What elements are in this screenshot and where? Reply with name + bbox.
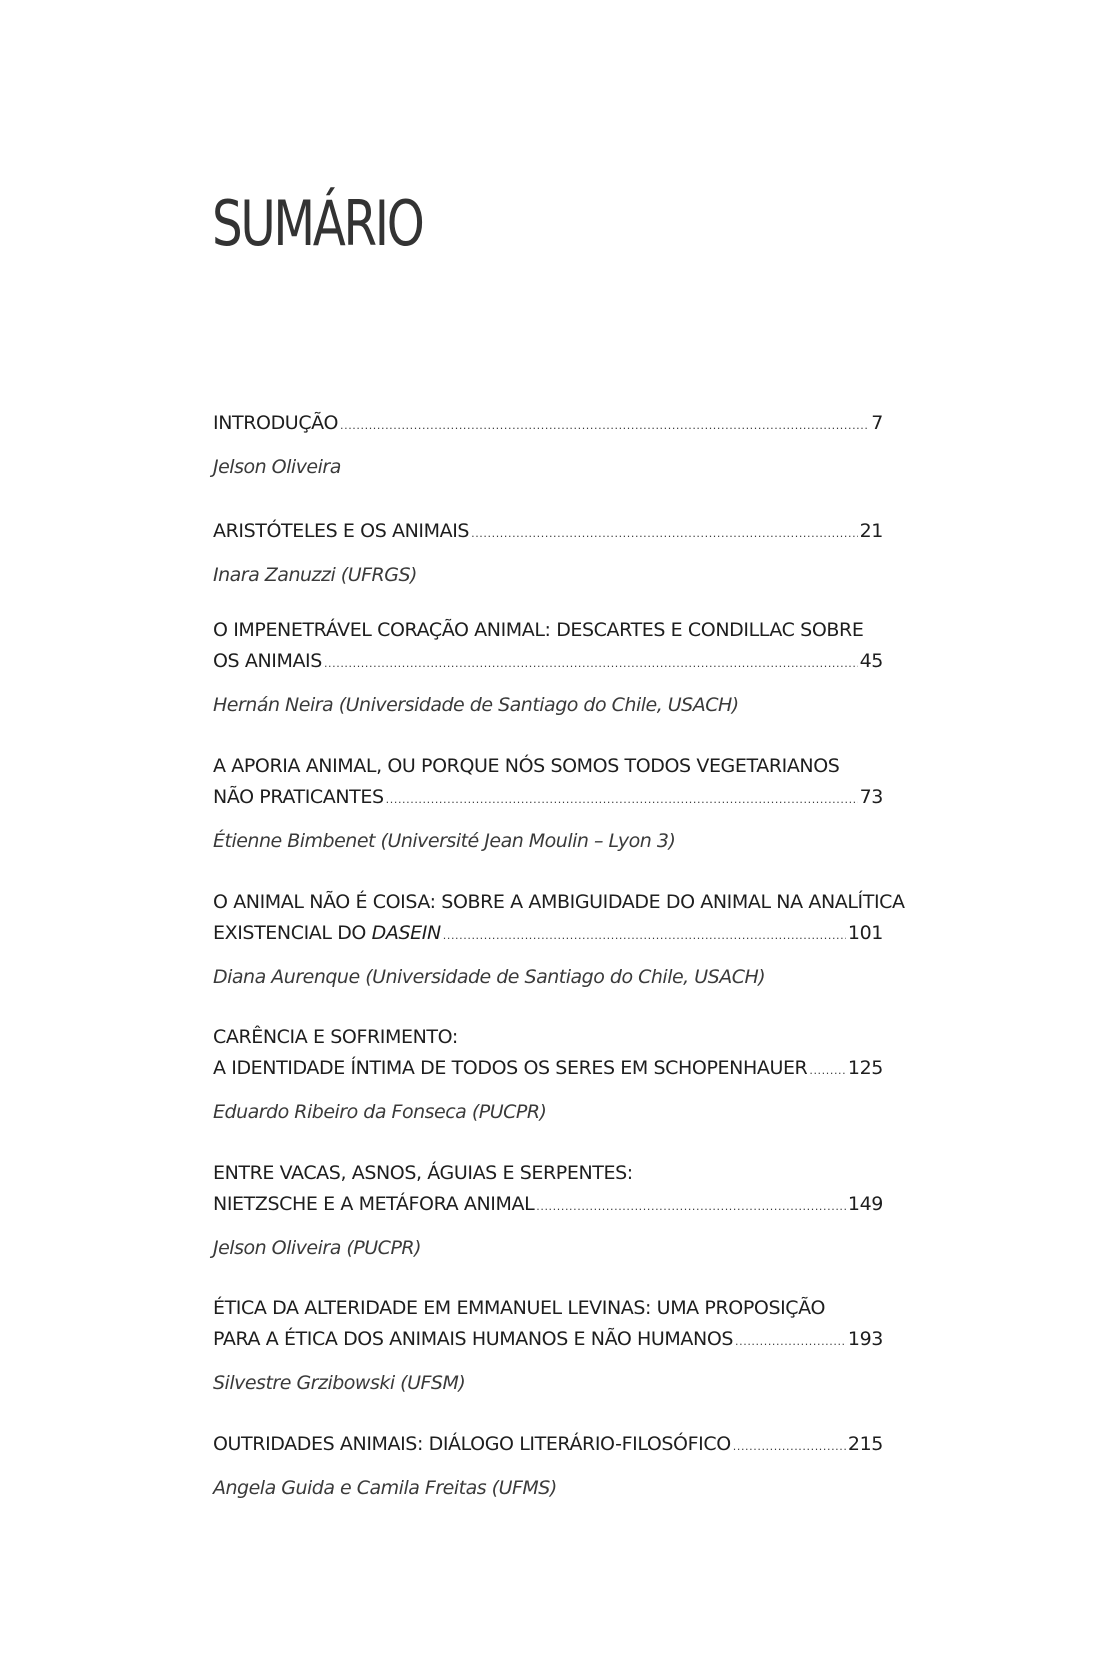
toc-entry-title: NIETZSCHE E A METÁFORA ANIMAL [213, 1193, 535, 1215]
toc-entry-author: Eduardo Ribeiro da Fonseca (PUCPR) [213, 1101, 547, 1123]
toc-entry-author: Inara Zanuzzi (UFRGS) [213, 564, 417, 586]
dot-leader [809, 1055, 846, 1086]
toc-entry-title-first-line: O ANIMAL NÃO É COISA: SOBRE A AMBIGUIDADE DO ANIMAL NA ANALÍTICA [213, 891, 905, 913]
toc-entry-page-number: 193 [847, 1328, 883, 1350]
toc-entry-title-line [213, 1324, 883, 1355]
toc-entry-title: OS ANIMAIS [213, 650, 322, 672]
dot-leader [471, 518, 858, 549]
toc-entry-title-line [213, 782, 883, 813]
toc-entry-author: Étienne Bimbenet (Université Jean Moulin – Lyon 3) [213, 830, 676, 852]
toc-entry-vacas-asnos[interactable] [213, 1158, 883, 1293]
toc-entry-title: ARISTÓTELES E OS ANIMAIS [213, 520, 470, 542]
toc-entry-page-number: 7 [871, 412, 883, 434]
toc-entry-title-line [213, 918, 883, 949]
toc-entry-title-text: EXISTENCIAL DO [213, 922, 366, 944]
toc-entry-page-number: 149 [847, 1193, 883, 1215]
toc-entry-title: OUTRIDADES ANIMAIS: DIÁLOGO LITERÁRIO-FILOSÓFICO [213, 1433, 731, 1455]
toc-entry-page-number: 21 [859, 520, 883, 542]
toc-entry-title-first-line: O IMPENETRÁVEL CORAÇÃO ANIMAL: DESCARTES E CONDILLAC SOBRE [213, 619, 864, 641]
dot-leader [733, 1431, 846, 1462]
toc-entry-author: Silvestre Grzibowski (UFSM) [213, 1372, 466, 1394]
toc-entry-title-first-line: ENTRE VACAS, ASNOS, ÁGUIAS E SERPENTES: [213, 1162, 633, 1184]
toc-entry-page-number: 215 [847, 1433, 883, 1455]
toc-entry-title: A IDENTIDADE ÍNTIMA DE TODOS OS SERES EM SCHOPENHAUER [213, 1057, 808, 1079]
dot-leader [735, 1326, 846, 1357]
dot-leader [536, 1191, 846, 1222]
toc-entry-animal-nao-e-coisa[interactable] [213, 887, 905, 1022]
toc-entry-outridades-animais[interactable] [213, 1429, 883, 1509]
toc-entry-carencia-sofrimento[interactable] [213, 1022, 883, 1158]
toc-entry-page-number: 125 [847, 1057, 883, 1079]
toc-entry-aporia-animal[interactable] [213, 751, 883, 887]
toc-entry-title-line [213, 1429, 883, 1460]
toc-entry-author: Hernán Neira (Universidade de Santiago do Chile, USACH) [213, 694, 739, 716]
toc-entry-title-line [213, 1053, 883, 1084]
toc-entry-title-italic: DASEIN [371, 922, 441, 944]
toc-entry-title: PARA A ÉTICA DOS ANIMAIS HUMANOS E NÃO HUMANOS [213, 1328, 734, 1350]
toc-entry-aristoteles[interactable] [213, 516, 883, 615]
toc-entry-author: Jelson Oliveira (PUCPR) [213, 1237, 422, 1259]
page-title: SUMÁRIO [212, 187, 423, 260]
toc-entry-title-first-line: ÉTICA DA ALTERIDADE EM EMMANUEL LEVINAS: UMA PROPOSIÇÃO [213, 1297, 825, 1319]
toc-entry-page-number: 101 [847, 922, 883, 944]
toc-entry-title-line [213, 646, 883, 677]
toc-entry-title-line [213, 1189, 883, 1220]
dot-leader [443, 920, 846, 951]
dot-leader [386, 784, 858, 815]
toc-entry-author: Diana Aurenque (Universidade de Santiago do Chile, USACH) [213, 966, 766, 988]
toc-entry-etica-alteridade[interactable] [213, 1293, 883, 1429]
toc-entry-title-line [213, 408, 883, 439]
dot-leader [340, 410, 869, 441]
toc-entry-impenetravel-coracao[interactable] [213, 615, 883, 751]
toc-entry-title-first-line: A APORIA ANIMAL, OU PORQUE NÓS SOMOS TODOS VEGETARIANOS [213, 755, 840, 777]
dot-leader [324, 648, 858, 679]
toc-entry-title: INTRODUÇÃO [213, 412, 339, 434]
toc-entry-author: Angela Guida e Camila Freitas (UFMS) [213, 1477, 557, 1499]
table-of-contents [213, 408, 905, 1509]
toc-entry-page-number: 73 [859, 786, 883, 808]
toc-entry-introducao[interactable] [213, 408, 883, 516]
toc-entry-title: NÃO PRATICANTES [213, 786, 384, 808]
toc-entry-title-line [213, 516, 883, 547]
toc-entry-title [213, 918, 441, 949]
toc-entry-page-number: 45 [859, 650, 883, 672]
toc-entry-title-first-line: CARÊNCIA E SOFRIMENTO: [213, 1026, 458, 1048]
toc-entry-author: Jelson Oliveira [213, 456, 341, 478]
